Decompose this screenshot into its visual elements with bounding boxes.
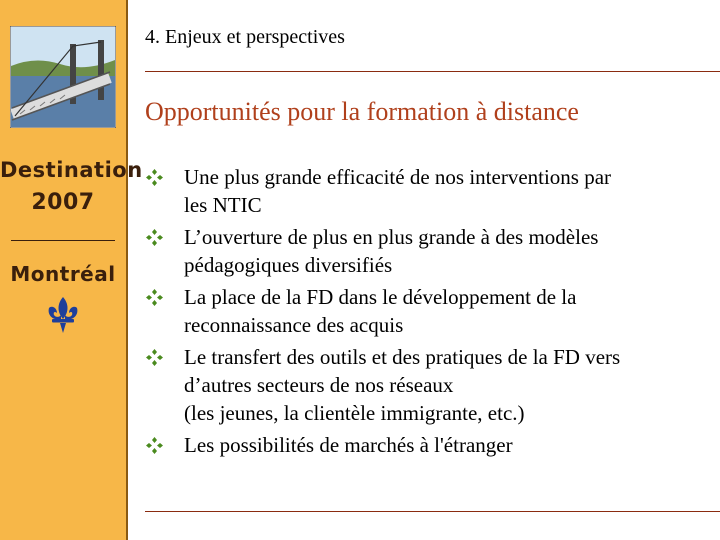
- bullet-text: Les possibilités de marchés à l'étranger: [184, 433, 513, 457]
- bullet-list: [145, 163, 705, 463]
- brand-city: Montréal: [10, 262, 116, 286]
- slide-title: Opportunités pour la formation à distance: [145, 97, 579, 126]
- bullet-text: L’ouverture de plus en plus grande à des modèles: [184, 225, 599, 249]
- four-diamond-bullet-icon: [146, 437, 163, 454]
- fleur-de-lis-icon: [44, 295, 82, 335]
- section-heading: 4. Enjeux et perspectives: [145, 26, 345, 48]
- bullet-text: Une plus grande efficacité de nos interventions par: [184, 165, 612, 189]
- header-divider: [145, 71, 720, 72]
- bullet-text: Le transfert des outils et des pratiques de la FD vers: [184, 345, 621, 369]
- four-diamond-bullet-icon: [146, 349, 163, 366]
- four-diamond-bullet-icon: [146, 169, 163, 186]
- bullet-text: La place de la FD dans le développement de la: [184, 285, 577, 309]
- bullet-text: (les jeunes, la clientèle immigrante, etc.): [184, 401, 525, 425]
- brand-divider: [11, 240, 115, 241]
- list-item: [145, 343, 705, 427]
- brand-year: 2007: [31, 190, 95, 215]
- list-item: [145, 163, 705, 219]
- sidebar: [0, 0, 143, 540]
- brand-destination: Destination: [0, 158, 143, 182]
- footer-divider: [145, 511, 720, 512]
- bullet-text: pédagogiques diversifiés: [184, 253, 393, 277]
- list-item: [145, 283, 705, 339]
- four-diamond-bullet-icon: [146, 289, 163, 306]
- bridge-illustration: [10, 26, 116, 128]
- list-item: [145, 431, 705, 459]
- bullet-text: d’autres secteurs de nos réseaux: [184, 373, 454, 397]
- bullet-text: reconnaissance des acquis: [184, 313, 404, 337]
- bullet-text: les NTIC: [184, 193, 262, 217]
- four-diamond-bullet-icon: [146, 229, 163, 246]
- list-item: [145, 223, 705, 279]
